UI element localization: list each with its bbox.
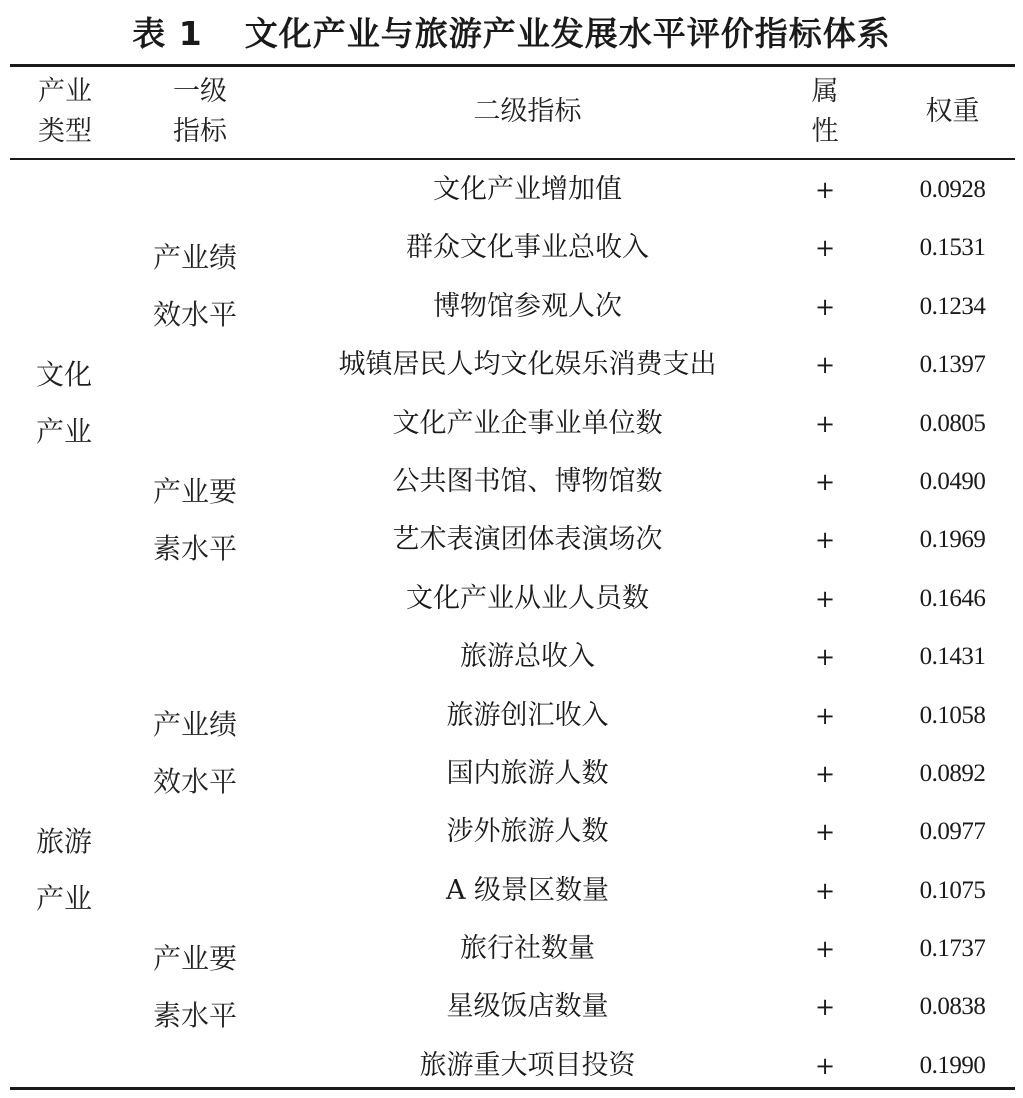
- table-number: 表 1: [132, 14, 203, 53]
- table-caption: 文化产业与旅游产业发展水平评价指标体系: [244, 14, 891, 53]
- table-row: [0, 511, 1023, 569]
- indicator-cell: 旅行社数量: [460, 933, 595, 965]
- indicator-cell: 旅游重大项目投资: [419, 1049, 636, 1081]
- attribute-cell: +: [814, 292, 836, 321]
- table-row: [0, 336, 1023, 394]
- table-row: [0, 395, 1023, 453]
- header-level1-indicator: 一级 指标: [173, 76, 227, 147]
- table-body: [0, 161, 1023, 1095]
- attribute-cell: +: [814, 234, 836, 263]
- indicator-cell: 文化产业增加值: [433, 174, 622, 205]
- attribute-cell: +: [814, 701, 836, 730]
- indicator-cell: 群众文化事业总收入: [406, 232, 649, 264]
- indicator-cell: 文化产业从业人员数: [406, 582, 649, 614]
- weight-cell: 0.1431: [919, 643, 986, 671]
- bottom-rule: [10, 1087, 1015, 1090]
- attribute-cell: +: [814, 935, 836, 964]
- indicator-cell: 旅游总收入: [460, 641, 595, 673]
- attribute-cell: +: [814, 993, 836, 1022]
- attribute-cell: +: [814, 176, 836, 204]
- attribute-cell: +: [814, 759, 836, 788]
- attribute-cell: +: [814, 818, 836, 847]
- table-row: [0, 745, 1023, 803]
- indicator-cell: A 级景区数量: [445, 874, 610, 906]
- indicator-cell: 涉外旅游人数: [446, 816, 609, 848]
- weight-cell: 0.1531: [919, 234, 986, 262]
- table-row: [0, 920, 1023, 978]
- level1-tourism-factors: 产业要 素水平: [153, 942, 238, 1032]
- attribute-cell: +: [814, 584, 836, 613]
- table-row: [0, 219, 1023, 277]
- header-industry-type: 产业 类型: [38, 76, 92, 147]
- level1-culture-performance: 产业绩 效水平: [153, 241, 238, 331]
- table-row: [0, 278, 1023, 336]
- header-weight: 权重: [925, 96, 980, 127]
- industry-culture: 文化 产业: [36, 358, 93, 448]
- level1-tourism-performance: 产业绩 效水平: [153, 708, 238, 798]
- table-row: [0, 803, 1023, 861]
- weight-cell: 0.0490: [919, 467, 986, 495]
- indicator-cell: 国内旅游人数: [446, 757, 609, 789]
- header-level2-indicator: 二级指标: [473, 96, 582, 127]
- indicator-cell: 艺术表演团体表演场次: [392, 524, 663, 556]
- indicator-cell: 博物馆参观人次: [433, 290, 622, 322]
- weight-cell: 0.0805: [919, 409, 986, 437]
- attribute-cell: +: [814, 526, 836, 555]
- table-row: [0, 862, 1023, 920]
- weight-cell: 0.1058: [919, 701, 986, 729]
- attribute-cell: +: [814, 351, 836, 380]
- table-title: [0, 14, 1023, 54]
- indicator-cell: 公共图书馆、博物馆数: [392, 465, 663, 497]
- table-row: [0, 453, 1023, 511]
- attribute-cell: +: [814, 643, 836, 672]
- top-rule: [10, 64, 1015, 67]
- weight-cell: 0.0928: [919, 176, 986, 203]
- table-row: [0, 628, 1023, 686]
- attribute-cell: +: [814, 467, 836, 496]
- header-rule: [10, 158, 1015, 160]
- table-row: [0, 570, 1023, 628]
- indicator-cell: 旅游创汇收入: [446, 699, 609, 731]
- indicator-cell: 文化产业企事业单位数: [392, 407, 663, 439]
- weight-cell: 0.1646: [919, 584, 986, 612]
- indicator-cell: 城镇居民人均文化娱乐消费支出: [338, 349, 717, 381]
- level1-culture-factors: 产业要 素水平: [153, 475, 238, 565]
- indicator-cell: 星级饭店数量: [446, 991, 609, 1023]
- table-row: [0, 161, 1023, 219]
- weight-cell: 0.1234: [919, 292, 986, 320]
- weight-cell: 0.0977: [919, 818, 986, 846]
- table-row: [0, 687, 1023, 745]
- weight-cell: 0.1969: [919, 526, 986, 554]
- weight-cell: 0.1075: [919, 876, 986, 904]
- industry-tourism: 旅游 产业: [36, 825, 93, 915]
- attribute-cell: +: [814, 876, 836, 905]
- weight-cell: 0.0892: [919, 759, 986, 787]
- weight-cell: 0.1737: [919, 935, 986, 963]
- weight-cell: 0.0838: [919, 993, 986, 1021]
- attribute-cell: +: [814, 1051, 836, 1080]
- table-row: [0, 978, 1023, 1036]
- attribute-cell: +: [814, 409, 836, 438]
- header-attribute: 属 性: [811, 76, 839, 147]
- weight-cell: 0.1990: [919, 1051, 986, 1079]
- weight-cell: 0.1397: [919, 351, 986, 379]
